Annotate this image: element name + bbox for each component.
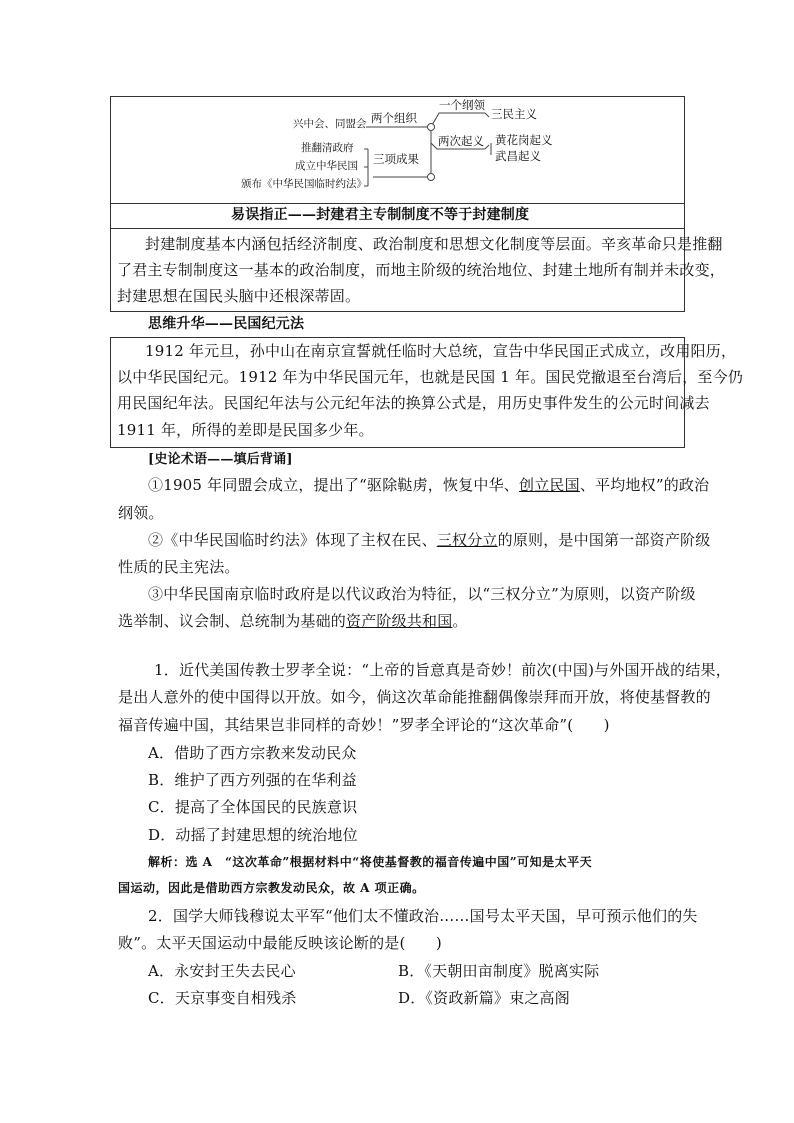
terms-item-3-text-b: 选举制、议会制、总统制为基础的: [118, 612, 347, 630]
q1-option-d: D．动摇了封建思想的统治地位: [148, 826, 358, 844]
republic-era-line-2: 以中华民国纪元。1912 年为中华民国元年，也就是民国 1 年。国民党撤退至台湾后，至今仍: [117, 368, 744, 386]
node-overthrow-qing: 推翻清政府: [301, 142, 354, 154]
terms-item-2-line-2: 性质的民主宪法。: [118, 558, 240, 576]
q1-option-c: C．提高了全体国民的民族意识: [148, 798, 358, 816]
error-correction-box: [110, 203, 726, 312]
republic-era-line-1: 1912 年元旦，孙中山在南京宣誓就任临时大总统，宣告中华民国正式成立，改用阳历，: [145, 342, 737, 360]
q1-explanation-line-1: 解析：选 A “这次革命”根据材料中“将使基督教的福音传遍中国”可知是太平天: [148, 855, 593, 869]
node-two-uprisings: 两次起义: [438, 134, 484, 148]
node-wuchang-uprising: 武昌起义: [495, 149, 541, 163]
republic-era-line-3: 用民国纪年法。民国纪年法与公元纪年法的换算公式是，用历史事件发生的公元时间减去: [117, 394, 710, 412]
node-huanghuagang-uprising: 黄花岗起义: [495, 133, 553, 147]
q2-option-d: D．《资政新篇》束之高阁: [398, 989, 570, 1007]
q2-option-c: C．天京事变自相残杀: [148, 989, 297, 1007]
terms-item-2-line-1: [148, 533, 710, 548]
terms-item-1-answer: 创立民国: [519, 476, 580, 494]
thinking-sublimation-title: 思维升华——民国纪元法: [148, 316, 305, 332]
republic-era-box: [110, 337, 744, 448]
terms-item-3-answer: 资产阶级共和国: [346, 612, 453, 630]
terms-item-2-text-a: ②《中华民国临时约法》体现了主权在民、: [148, 531, 437, 549]
q1-stem-line-2: 是出人意外的使中国得以开放。如今，倘这次革命能推翻偶像崇拜而开放，将使基督教的: [118, 688, 711, 706]
republic-era-line-4: 1911 年，所得的差即是民国多少年。: [117, 421, 374, 439]
node-establish-roc: 成立中华民国: [295, 160, 358, 172]
error-correction-line-1: 封建制度基本内涵包括经济制度、政治制度和思想文化制度等层面。辛亥革命只是推翻: [145, 235, 723, 253]
error-correction-line-3: 封建思想在国民头脑中还根深蒂固。: [117, 287, 361, 305]
terms-item-3-line-2: [118, 614, 468, 629]
q1-explanation-line-2: 国运动，因此是借助西方宗教发动民众，故 A 项正确。: [118, 881, 425, 895]
q1-stem-line-1: 1．近代美国传教士罗孝全说：“上帝的旨意真是奇妙！前次(中国)与外国开战的结果，: [154, 661, 731, 679]
terms-item-2-text-b: 的原则，是中国第一部资产阶级: [497, 531, 711, 549]
error-correction-line-2: 了君主专制制度这一基本的政治制度，而地主阶级的统治地位、封建土地所有制并未改变，: [117, 261, 726, 279]
node-one-program: 一个纲领: [439, 98, 485, 112]
terms-item-3-text-c: 。: [452, 612, 468, 630]
q2-option-a: A．永安封王失去民心: [148, 962, 296, 980]
terms-item-2-answer: 三权分立: [436, 531, 498, 549]
q2-option-b: B．《天朝田亩制度》脱离实际: [398, 962, 600, 980]
error-correction-title-row: [111, 204, 684, 229]
error-correction-title: 易误指正——封建君主专制制度不等于封建制度: [231, 207, 530, 223]
terms-item-1-line-1: [148, 478, 709, 493]
q1-stem-line-3: 福音传遍中国，其结果岂非同样的奇妙！”罗孝全评论的“这次革命”( ): [118, 716, 610, 734]
terms-heading: [史论术语——填后背诵]: [148, 452, 293, 467]
node-promulgate-constitution: 颁布《中华民国临时约法》: [241, 178, 367, 190]
q2-stem-line-2: 败”。太平天国运动中最能反映该论断的是( ): [118, 934, 442, 952]
terms-item-1-text-b: 、平均地权”的政治: [579, 476, 710, 494]
q1-option-a: A．借助了西方宗教来发动民众: [148, 744, 357, 762]
node-three-principles: 三民主义: [491, 107, 537, 121]
q1-option-b: B．维护了西方列强的在华利益: [148, 771, 357, 789]
knowledge-diagram-box: [110, 96, 685, 204]
node-xingzhong-tongmeng: 兴中会、同盟会: [293, 118, 367, 130]
terms-item-3-line-1: ③中华民国南京临时政府是以代议政治为特征，以“三权分立”为原则，以资产阶级: [148, 585, 696, 603]
terms-item-1-text-a: ①1905 年同盟会成立，提出了“驱除鞑虏，恢复中华、: [148, 476, 520, 494]
terms-item-1-line-2: 纲领。: [118, 504, 164, 522]
node-three-achievements: 三项成果: [373, 152, 419, 166]
q2-stem-line-1: 2．国学大师钱穆说太平军“他们太不懂政治……国号太平天国，早可预示他们的失: [148, 907, 698, 925]
node-two-organizations: 两个组织: [371, 111, 417, 125]
